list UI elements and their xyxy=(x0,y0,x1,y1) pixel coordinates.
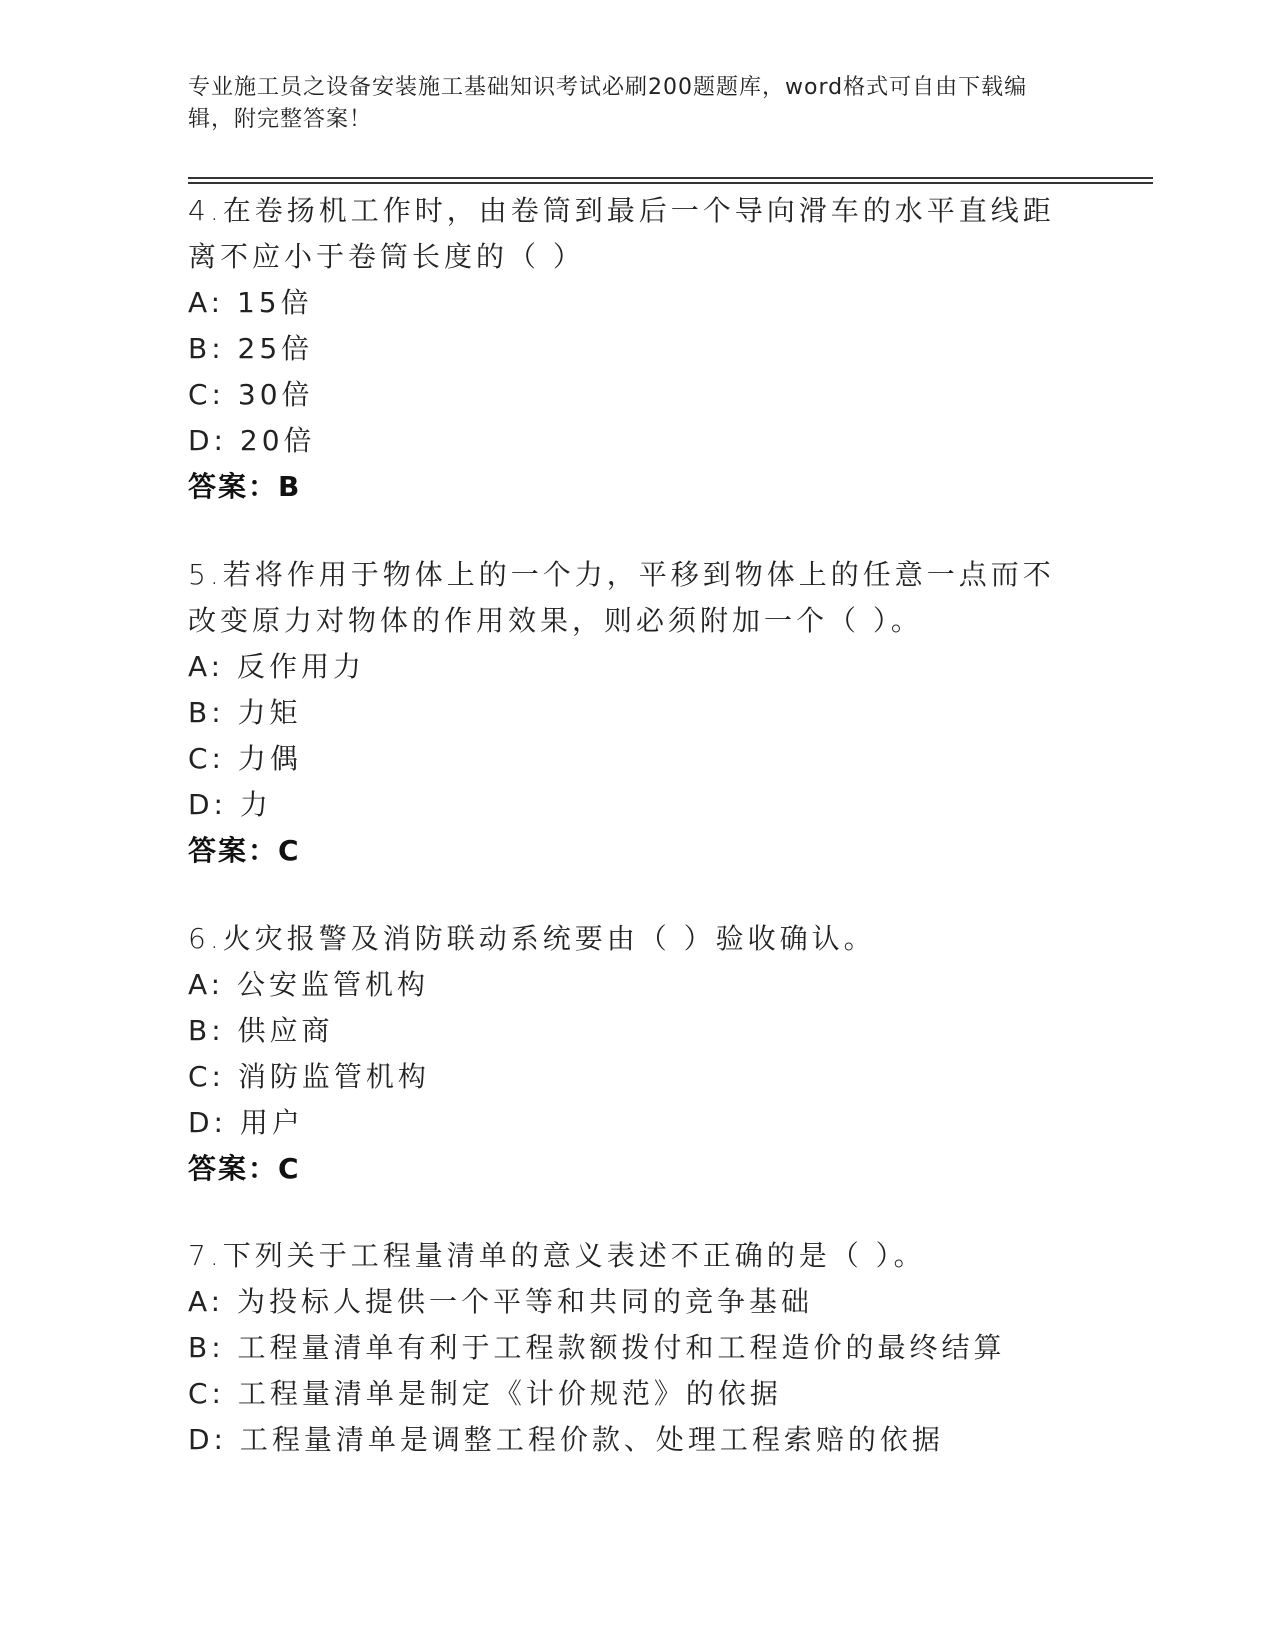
option-d: D: 力 xyxy=(188,788,272,821)
answer: 答案：B xyxy=(188,470,302,503)
question-stem: 6.火灾报警及消防联动系统要由（ ）验收确认。 xyxy=(188,922,876,955)
option-c: C: 工程量清单是制定《计价规范》的依据 xyxy=(188,1377,782,1410)
answer: 答案：C xyxy=(188,1152,301,1185)
answer: 答案：C xyxy=(188,834,301,867)
option-d: D: 20倍 xyxy=(188,424,316,457)
question-stem: 7.下列关于工程量清单的意义表述不正确的是（ ）。 xyxy=(188,1239,926,1272)
option-a: A: 15倍 xyxy=(188,286,313,319)
document-header: 专业施工员之设备安装施工基础知识考试必刷200题题库，word格式可自由下载编辑，附完整答案！ xyxy=(188,75,1028,132)
option-b: B: 力矩 xyxy=(188,696,302,729)
question-7 xyxy=(188,1233,1068,1463)
question-5 xyxy=(188,552,1068,874)
option-c: C: 消防监管机构 xyxy=(188,1060,430,1093)
option-c: C: 30倍 xyxy=(188,378,314,411)
option-b: B: 25倍 xyxy=(188,332,314,365)
option-c: C: 力偶 xyxy=(188,742,302,775)
option-b: B: 供应商 xyxy=(188,1014,334,1047)
question-stem: 4.在卷扬机工作时，由卷筒到最后一个导向滑车的水平直线距离不应小于卷筒长度的（ ） xyxy=(188,194,1055,273)
option-d: D: 用户 xyxy=(188,1106,304,1139)
option-d: D: 工程量清单是调整工程价款、处理工程索赔的依据 xyxy=(188,1423,944,1456)
question-stem: 5.若将作用于物体上的一个力，平移到物体上的任意一点而不改变原力对物体的作用效果，则必须附加一个（ ）。 xyxy=(188,558,1055,637)
option-a: A: 为投标人提供一个平等和共同的竞争基础 xyxy=(188,1285,813,1318)
header-rule-bottom xyxy=(188,182,1153,184)
header-rule-top xyxy=(188,177,1153,179)
option-a: A: 反作用力 xyxy=(188,650,365,683)
option-b: B: 工程量清单有利于工程款额拨付和工程造价的最终结算 xyxy=(188,1331,1006,1364)
question-6 xyxy=(188,916,1068,1192)
question-4 xyxy=(188,188,1068,510)
option-a: A: 公安监管机构 xyxy=(188,968,429,1001)
